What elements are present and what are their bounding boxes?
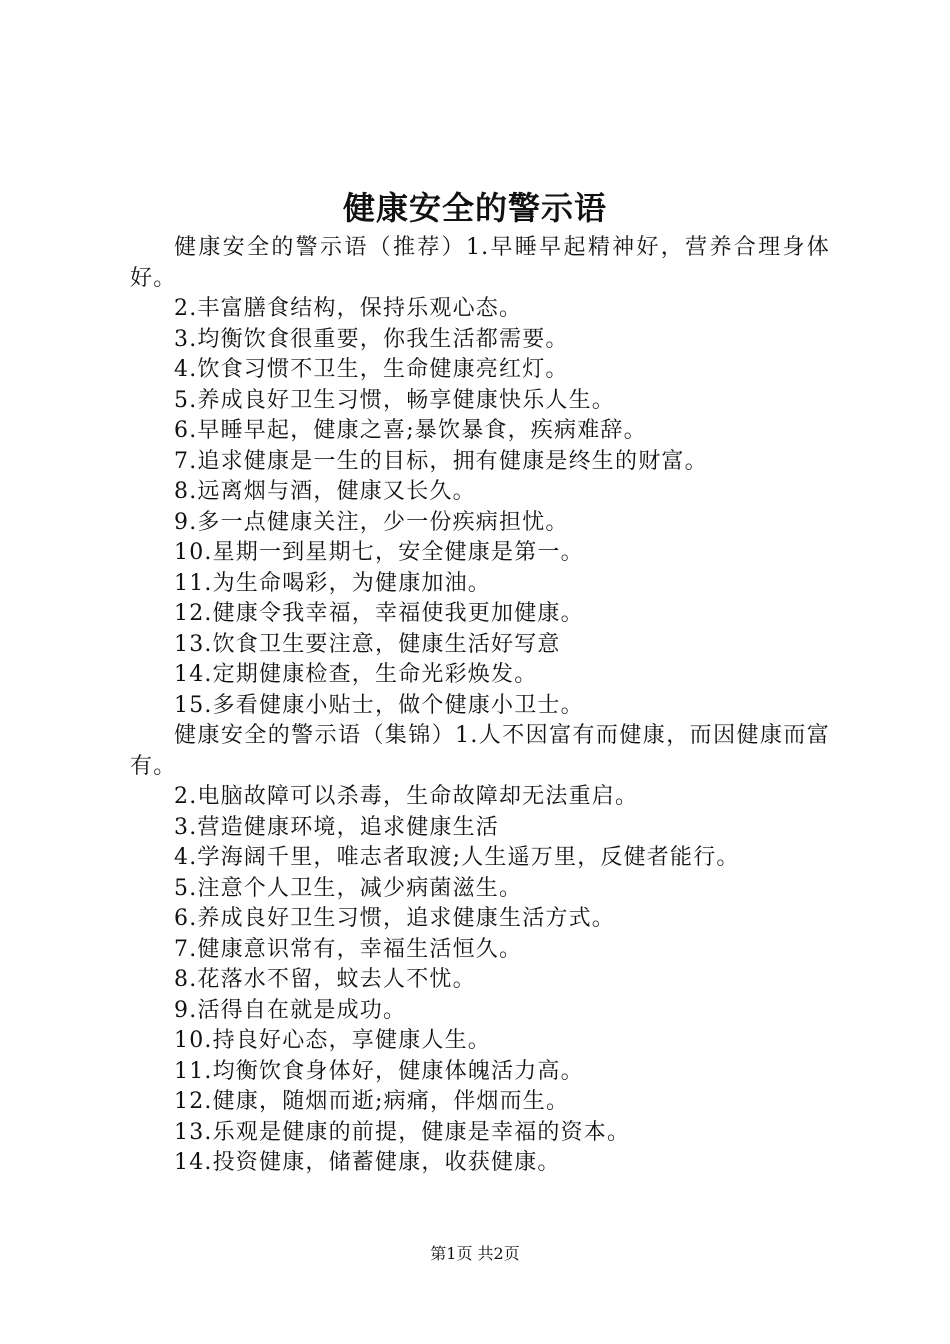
paragraph: 14.投资健康，储蓄健康，收获健康。 [174,1150,561,1175]
paragraph: 7.健康意识常有，幸福生活恒久。 [174,936,523,962]
paragraph: 9.多一点健康关注，少一份疾病担忧。 [174,509,569,535]
paragraph: 2.丰富膳食结构，保持乐观心态。 [174,296,523,321]
document-body [130,233,830,1179]
paragraph: 8.远离烟与酒，健康又长久。 [174,479,476,504]
paragraph: 10.星期一到星期七，安全健康是第一。 [174,540,584,565]
paragraph: 12.健康，随烟而逝;病痛，伴烟而生。 [174,1089,570,1114]
paragraph: 9.活得自在就是成功。 [174,997,407,1023]
paragraph: 15.多看健康小贴士，做个健康小卫士。 [174,692,584,718]
paragraph: 13.饮食卫生要注意，健康生活好写意 [174,631,561,657]
paragraph: 12.健康令我幸福，幸福使我更加健康。 [174,601,584,626]
paragraph: 5.养成良好卫生习惯，畅享健康快乐人生。 [174,387,615,413]
paragraph: 健康安全的警示语（推荐）1.早睡早起精神好，营养合理身体好。 [130,235,830,291]
paragraph: 11.为生命喝彩，为健康加油。 [174,570,491,596]
document-title: 健康安全的警示语 [342,189,607,227]
paragraph: 健康安全的警示语（集锦）1.人不因富有而健康，而因健康而富有。 [130,723,830,779]
paragraph: 2.电脑故障可以杀毒，生命故障却无法重启。 [174,784,639,809]
paragraph: 4.饮食习惯不卫生，生命健康亮红灯。 [174,357,569,382]
paragraph: 4.学海阔千里，唯志者取渡;人生遥万里，反健者能行。 [174,845,740,870]
paragraph: 10.持良好心态，享健康人生。 [174,1028,491,1053]
paragraph: 13.乐观是健康的前提，健康是幸福的资本。 [174,1119,631,1145]
paragraph: 6.养成良好卫生习惯，追求健康生活方式。 [174,906,615,931]
paragraph: 8.花落水不留，蚊去人不忧。 [174,967,476,992]
paragraph: 3.营造健康环境，追求健康生活 [174,814,499,840]
paragraph: 14.定期健康检查，生命光彩焕发。 [174,662,538,687]
paragraph: 11.均衡饮食身体好，健康体魄活力高。 [174,1058,584,1084]
paragraph: 5.注意个人卫生，减少病菌滋生。 [174,875,523,901]
paragraph: 6.早睡早起，健康之喜;暴饮暴食，疾病难辞。 [174,418,647,443]
page-footer: 第1页 共2页 [430,1244,520,1263]
paragraph: 3.均衡饮食很重要，你我生活都需要。 [174,326,569,352]
paragraph: 7.追求健康是一生的目标，拥有健康是终生的财富。 [174,448,708,474]
